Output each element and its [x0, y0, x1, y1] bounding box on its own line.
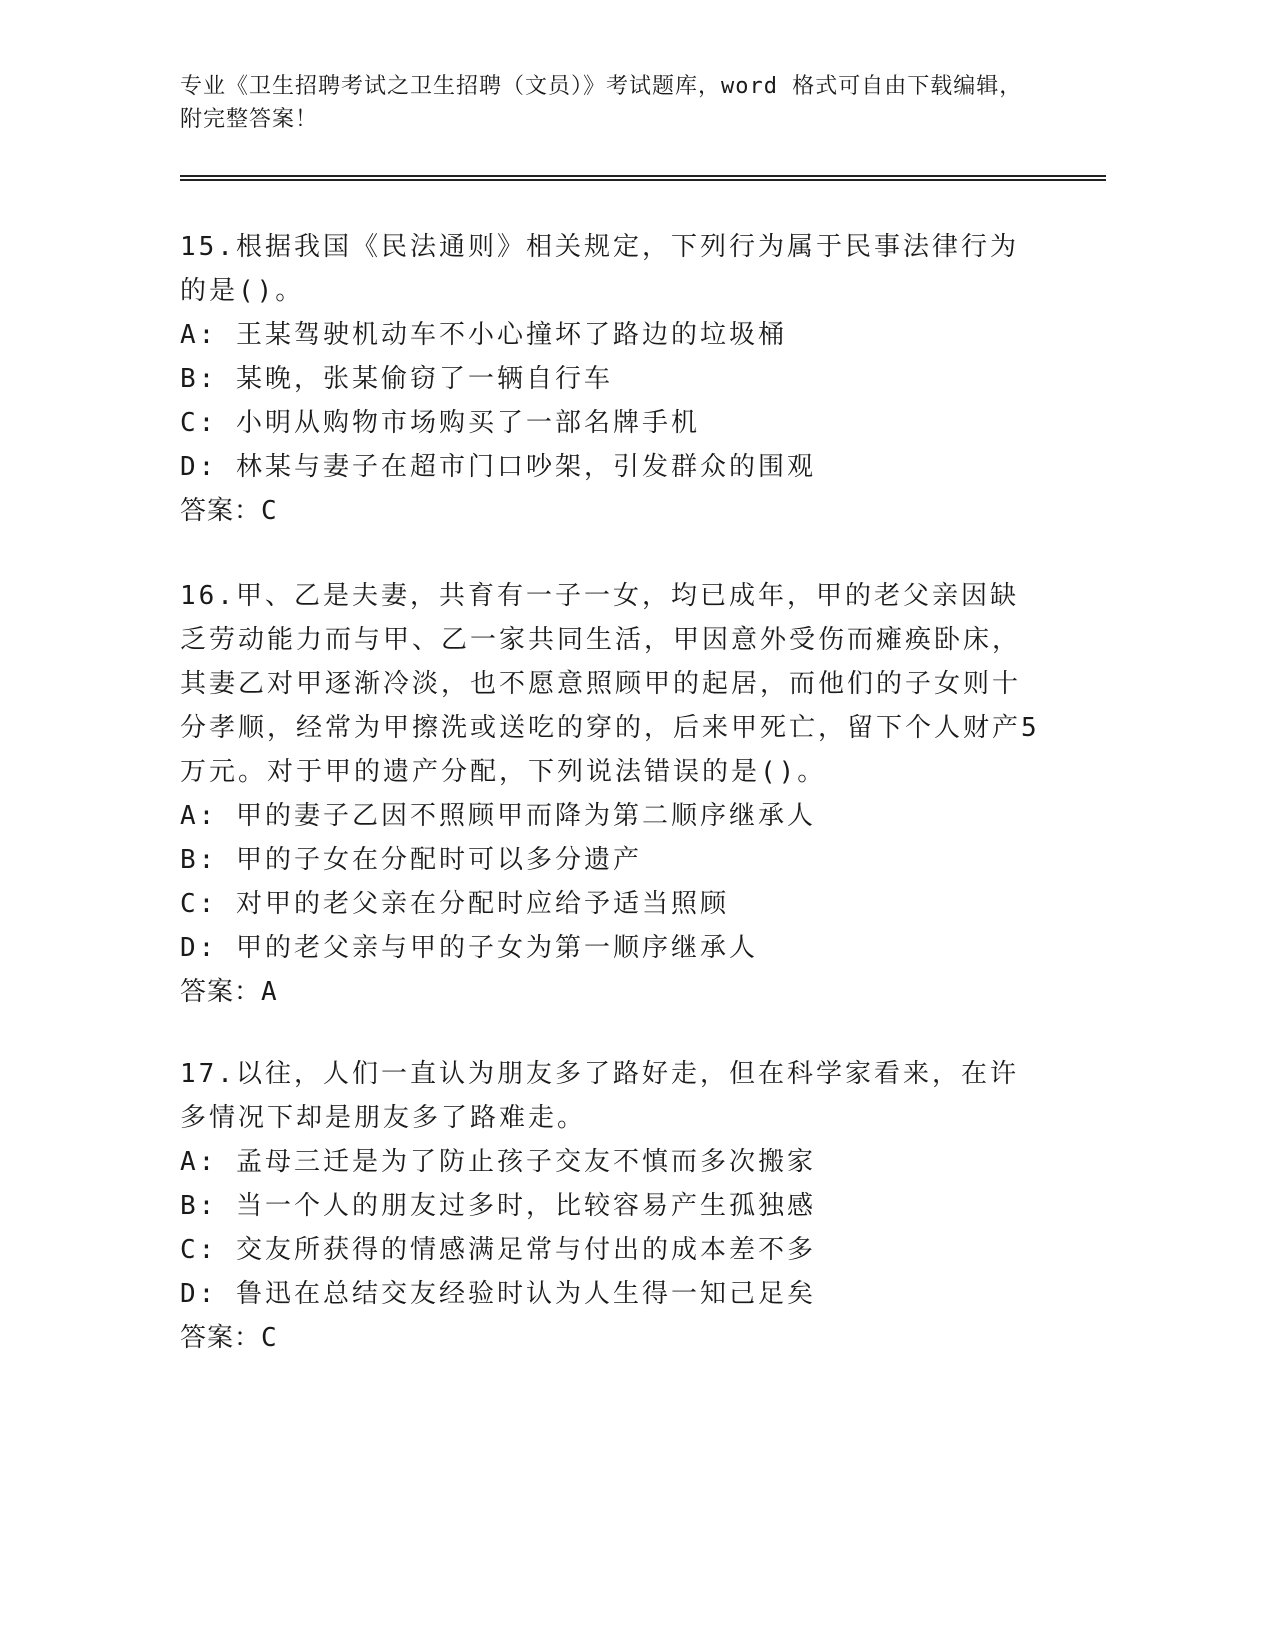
option-c: C: 交友所获得的情感满足常与付出的成本差不多 [180, 1235, 816, 1265]
document-header [180, 70, 1040, 136]
header-text: 专业《卫生招聘考试之卫生招聘（文员）》考试题库，word 格式可自由下载编辑，附完整答案！ [180, 74, 1023, 132]
option-b: B: 某晚，张某偷窃了一辆自行车 [180, 364, 613, 394]
answer-label: 答案： [180, 496, 262, 526]
option-b: B: 甲的子女在分配时可以多分遗产 [180, 845, 642, 875]
option-a: A: 甲的妻子乙因不照顾甲而降为第二顺序继承人 [180, 801, 816, 831]
option-d: D: 甲的老父亲与甲的子女为第一顺序继承人 [180, 933, 758, 963]
option-c: C: 对甲的老父亲在分配时应给予适当照顾 [180, 889, 729, 919]
option-c: C: 小明从购物市场购买了一部名牌手机 [180, 408, 700, 438]
option-b: B: 当一个人的朋友过多时，比较容易产生孤独感 [180, 1191, 816, 1221]
question-block-16 [180, 574, 1040, 1014]
question-stem: 15.根据我国《民法通则》相关规定，下列行为属于民事法律行为的是()。 [180, 232, 1019, 306]
answer-value: C [261, 496, 278, 526]
answer-value: C [261, 1323, 278, 1353]
header-divider [180, 175, 1106, 181]
answer-label: 答案： [180, 1323, 262, 1353]
answer-line [180, 970, 1040, 1014]
answer-label: 答案： [180, 977, 262, 1007]
option-d: D: 鲁迅在总结交友经验时认为人生得一知己足矣 [180, 1279, 816, 1309]
question-stem: 17.以往，人们一直认为朋友多了路好走，但在科学家看来，在许多情况下却是朋友多了路难走。 [180, 1059, 1019, 1133]
question-block-17 [180, 1052, 1040, 1360]
question-stem: 16.甲、乙是夫妻，共育有一子一女，均已成年，甲的老父亲因缺乏劳动能力而与甲、乙一家共同生活，甲因意外受伤而瘫痪卧床，其妻乙对甲逐渐冷淡，也不愿意照顾甲的起居，而他们的子女则十分孝顺，经常为甲擦洗或送吃的穿的，后来甲死亡，留下个人财产5万元。对于甲的遗产分配，下列说法错误的是()。 [180, 581, 1040, 787]
answer-line [180, 1316, 1040, 1360]
question-block-15 [180, 225, 1040, 533]
option-d: D: 林某与妻子在超市门口吵架，引发群众的围观 [180, 452, 816, 482]
answer-value: A [261, 977, 278, 1007]
answer-line [180, 489, 1040, 533]
option-a: A: 王某驾驶机动车不小心撞坏了路边的垃圾桶 [180, 320, 787, 350]
option-a: A: 孟母三迁是为了防止孩子交友不慎而多次搬家 [180, 1147, 816, 1177]
